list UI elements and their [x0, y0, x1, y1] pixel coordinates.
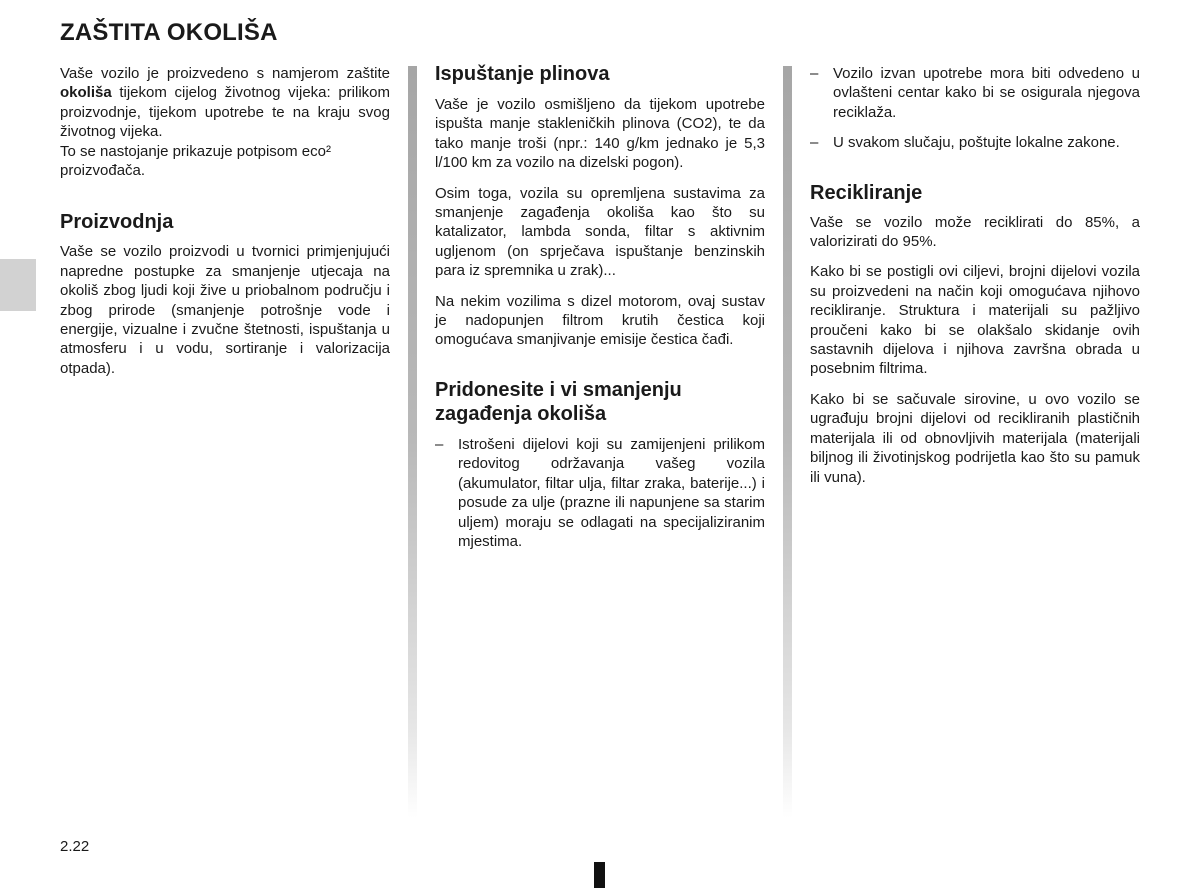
section-title-recikliranje: Recikliranje [810, 181, 923, 204]
disposal-list-continued [810, 64, 1140, 153]
section-title-ispustanje: Ispuštanje plinova [435, 63, 610, 85]
column-right [810, 64, 1140, 498]
paragraph: Kako bi se postigli ovi ciljevi, brojni dijelovi vozila su proizvedeni na način koji omogućava njihovo recikliranje. Struktura i materijali su pažljivo proučeni kako bi se olakšalo skidanje ovih sastavnih dijelova i njihova završna obrada u posebnim filtrima. [810, 263, 1140, 378]
column-separator [408, 66, 417, 818]
disposal-list [435, 435, 765, 551]
list-item: – Vozilo izvan upotrebe mora biti odvedeno u ovlašteni centar kako bi se osigurala njegova reciklaža. [810, 64, 1140, 122]
section-text-proizvodnja: Vaše se vozilo proizvodi u tvornici primjenjujući napredne postupke za smanjenje utjecaja na okoliš zbog ljudi koji žive u priobalnom području i zbog prirode (smanjenje potrošnje vode i energije, vizualne i zvučne štetnosti, ispuštanja u atmosferu i u vodu, sortiranje i valorizacija otpada). [60, 243, 390, 377]
chapter-tab [0, 259, 36, 311]
paragraph: Na nekim vozilima s dizel motorom, ovaj sustav je nadopunjen filtrom krutih čestica koji omogućava smanjivanje emisije čestica čađi. [435, 292, 765, 349]
list-item: – Istrošeni dijelovi koji su zamijenjeni prilikom redovitog održavanja vašeg vozila (akumulator, filtar ulja, filtar zraka, baterije...) i posude za ulje (prazne ili napunjene sa starim uljem) moraju se odlagati na specijaliziranim mjestima. [435, 435, 765, 551]
intro-paragraph [60, 64, 390, 142]
page-title: ZAŠTITA OKOLIŠA [60, 19, 278, 46]
section-title-proizvodnja: Proizvodnja [60, 211, 174, 234]
intro-emphasis: okoliša [60, 84, 112, 102]
section-title-pridonesite: Pridonesite i vi smanjenju zagađenja okoliša [435, 378, 682, 425]
column-middle [435, 62, 765, 562]
intro-text-end: tijekom cijelog životnog vijeka: prilikom proizvodnje, tijekom upotrebe te na kraju svog životnog vijeka. [60, 84, 390, 141]
paragraph: Osim toga, vozila su opremljena sustavima za smanjenje zagađenja okoliša kao što su katalizator, lambda sonda, filtar s aktivnim ugljenom (on sprječava ispuštanje benzinskih para iz spremnika u zrak)... [435, 184, 765, 280]
paragraph: Vaše se vozilo može reciklirati do 85%, a valorizirati do 95%. [810, 213, 1140, 251]
column-separator [783, 66, 792, 818]
column-left [60, 64, 390, 389]
paragraph: Kako bi se sačuvale sirovine, u ovo vozilo se ugrađuju brojni dijelovi od recikliranih plastičnih materijala ili od obnovljivih materijala (materijali biljnog ili životinjskog podrijetla kao što su pamuk ili vuna). [810, 390, 1140, 486]
intro-eco-note: To se nastojanje prikazuje potpisom eco² proizvođača. [60, 142, 331, 180]
page-number: 2.22 [60, 838, 90, 855]
list-item: – U svakom slučaju, poštujte lokalne zakone. [810, 133, 1140, 152]
paragraph: Vaše je vozilo osmišljeno da tijekom upotrebe ispušta manje stakleničkih plinova (CO2), te da tako manje troši (npr.: 140 g/km jednako je 5,3 l/100 km za vozilo na dizelski pogon). [435, 96, 765, 172]
page-edge-marker [594, 862, 605, 888]
intro-text-start: Vaše vozilo je proizvedeno s namjerom zaštite [60, 65, 390, 82]
